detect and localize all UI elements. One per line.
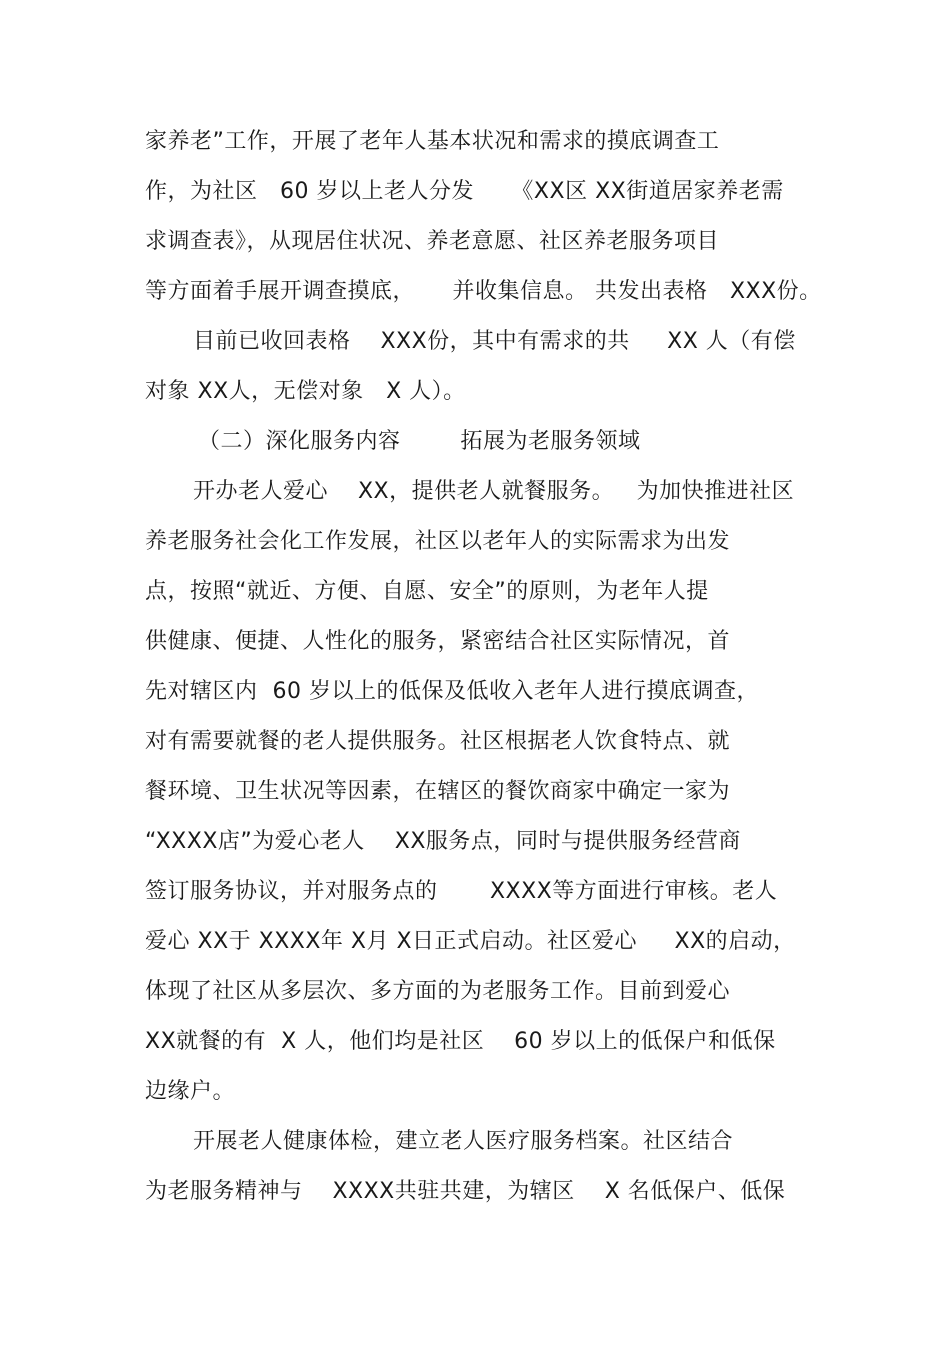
text-line: 点，按照“就近、方便、自愿、安全”的原则，为老年人提: [145, 579, 709, 604]
text-line: 家养老”工作，开展了老年人基本状况和需求的摸底调查工: [145, 129, 720, 154]
text-line: 先对辖区内 60 岁以上的低保及低收入老年人进行摸底调查，: [145, 679, 759, 704]
paragraph-indent-line: 开办老人爱心 XX，提供老人就餐服务。 为加快推进社区: [193, 479, 795, 504]
text-line: XX就餐的有 X 人，他们均是社区 60 岁以上的低保户和低保: [145, 1029, 776, 1054]
text-line: 边缘户。: [145, 1079, 236, 1104]
text-line: 供健康、便捷、人性化的服务，紧密结合社区实际情况，首: [145, 629, 731, 654]
text-line: 为老服务精神与 XXXX共驻共建，为辖区 X 名低保户、低保: [145, 1179, 786, 1204]
text-line: 爱心 XX于 XXXX年 X月 X日正式启动。社区爱心 XX的启动，: [145, 929, 796, 954]
text-line: 餐环境、卫生状况等因素，在辖区的餐饮商家中确定一家为: [145, 779, 731, 804]
paragraph-indent-line: 目前已收回表格 XXX份，其中有需求的共 XX 人（有偿: [193, 329, 796, 354]
text-line: 体现了社区从多层次、多方面的为老服务工作。目前到爱心: [145, 979, 731, 1004]
text-line: 求调查表》，从现居住状况、养老意愿、社区养老服务项目: [145, 229, 720, 254]
text-line: “XXXX店”为爱心老人 XX服务点，同时与提供服务经营商: [145, 829, 741, 854]
text-line: 养老服务社会化工作发展，社区以老年人的实际需求为出发: [145, 529, 731, 554]
text-line: 对象 XX人，无偿对象 X 人）。: [145, 379, 466, 404]
text-line: 对有需要就餐的老人提供服务。社区根据老人饮食特点、就: [145, 729, 731, 754]
text-line: 等方面着手展开调查摸底， 并收集信息。 共发出表格 XXX份。: [145, 279, 822, 304]
paragraph-indent-line: 开展老人健康体检，建立老人医疗服务档案。社区结合: [193, 1129, 734, 1154]
text-line: 作，为社区 60 岁以上老人分发 《XX区 XX街道居家养老需: [145, 179, 784, 204]
section-heading: （二）深化服务内容 拓展为老服务领域: [198, 429, 641, 454]
text-line: 签订服务协议，并对服务点的 XXXX等方面进行审核。老人: [145, 879, 778, 904]
